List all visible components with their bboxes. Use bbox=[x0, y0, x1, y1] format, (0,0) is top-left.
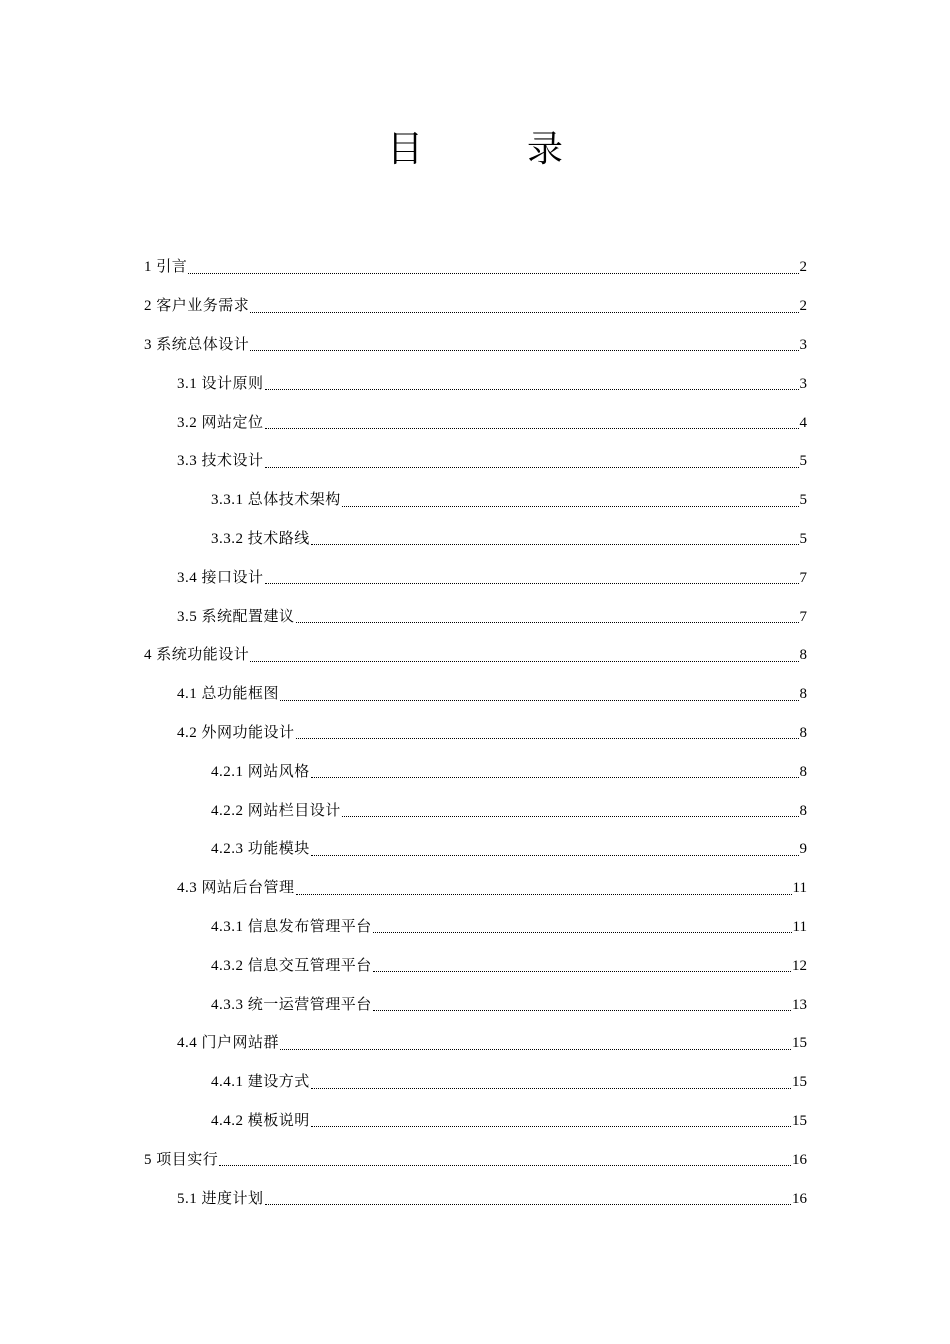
dot-leader bbox=[373, 970, 791, 972]
toc-entry-title: 3.3 技术设计 bbox=[177, 453, 264, 470]
toc-entry[interactable] bbox=[0, 248, 807, 287]
toc-entry-title: 5.1 进度计划 bbox=[177, 1190, 264, 1207]
dot-leader bbox=[188, 272, 798, 274]
toc-page-number: 16 bbox=[792, 1151, 807, 1168]
toc-entry-title: 4.3.3 统一运营管理平台 bbox=[211, 996, 372, 1013]
toc-page-number: 5 bbox=[799, 530, 807, 547]
toc-page-number: 3 bbox=[799, 375, 807, 392]
toc-entry[interactable] bbox=[0, 1102, 807, 1141]
toc-entry[interactable] bbox=[0, 403, 807, 442]
toc-entry[interactable] bbox=[0, 481, 807, 520]
toc-entry-title: 4.3.1 信息发布管理平台 bbox=[211, 918, 372, 935]
toc-page-number: 15 bbox=[792, 1074, 807, 1091]
toc-entry-title: 4.2 外网功能设计 bbox=[177, 724, 295, 741]
toc-page-number: 9 bbox=[799, 841, 807, 858]
toc-page-number: 13 bbox=[792, 996, 807, 1013]
toc-entry[interactable] bbox=[0, 869, 807, 908]
dot-leader bbox=[265, 1203, 791, 1205]
toc-page-number: 16 bbox=[792, 1190, 807, 1207]
toc-entry-title: 4.4.2 模板说明 bbox=[211, 1112, 310, 1129]
dot-leader bbox=[280, 699, 798, 701]
toc-entry-title: 3.3.2 技术路线 bbox=[211, 530, 310, 547]
toc-page-number: 7 bbox=[799, 608, 807, 625]
toc-page-number: 11 bbox=[792, 918, 807, 935]
toc-entry-title: 4 系统功能设计 bbox=[144, 647, 250, 664]
toc-entry-title: 4.4 门户网站群 bbox=[177, 1035, 280, 1052]
dot-leader bbox=[219, 1164, 791, 1166]
toc-entry-title: 3.3.1 总体技术架构 bbox=[211, 492, 341, 509]
toc-entry[interactable] bbox=[0, 1024, 807, 1063]
toc-page-number: 11 bbox=[792, 880, 807, 897]
dot-leader bbox=[296, 621, 799, 623]
toc-page-number: 8 bbox=[799, 724, 807, 741]
toc-page-number: 2 bbox=[799, 298, 807, 315]
toc-entry-title: 4.4.1 建设方式 bbox=[211, 1074, 310, 1091]
dot-leader bbox=[265, 466, 799, 468]
toc-page-number: 15 bbox=[792, 1035, 807, 1052]
dot-leader bbox=[373, 931, 792, 933]
toc-entry[interactable] bbox=[0, 636, 807, 675]
toc-entry[interactable] bbox=[0, 442, 807, 481]
toc-entry[interactable] bbox=[0, 364, 807, 403]
toc-page-number: 5 bbox=[799, 453, 807, 470]
toc-entry[interactable] bbox=[0, 1140, 807, 1179]
toc-page-number: 8 bbox=[799, 686, 807, 703]
toc-entry[interactable] bbox=[0, 752, 807, 791]
toc-page-number: 12 bbox=[792, 957, 807, 974]
dot-leader bbox=[265, 427, 799, 429]
toc-page-number: 7 bbox=[799, 569, 807, 586]
toc-page-number: 5 bbox=[799, 492, 807, 509]
toc-entry-title: 3.2 网站定位 bbox=[177, 414, 264, 431]
toc-entry-title: 4.2.1 网站风格 bbox=[211, 763, 310, 780]
dot-leader bbox=[265, 388, 799, 390]
dot-leader bbox=[250, 311, 798, 313]
dot-leader bbox=[296, 737, 799, 739]
toc-entry-title: 5 项目实行 bbox=[144, 1151, 219, 1168]
dot-leader bbox=[311, 1087, 791, 1089]
dot-leader bbox=[280, 1048, 791, 1050]
toc-page-number: 2 bbox=[799, 259, 807, 276]
toc-page-number: 4 bbox=[799, 414, 807, 431]
toc-entry-title: 4.3 网站后台管理 bbox=[177, 880, 295, 897]
toc-entry[interactable] bbox=[0, 558, 807, 597]
toc-entry-title: 3.1 设计原则 bbox=[177, 375, 264, 392]
dot-leader bbox=[311, 854, 799, 856]
toc-page-number: 15 bbox=[792, 1112, 807, 1129]
dot-leader bbox=[250, 660, 798, 662]
toc-entry-title: 3.4 接口设计 bbox=[177, 569, 264, 586]
toc-entry-title: 4.2.2 网站栏目设计 bbox=[211, 802, 341, 819]
toc-entry[interactable] bbox=[0, 908, 807, 947]
toc-entry[interactable] bbox=[0, 675, 807, 714]
toc-entry[interactable] bbox=[0, 830, 807, 869]
dot-leader bbox=[373, 1009, 791, 1011]
dot-leader bbox=[250, 349, 798, 351]
toc-entry-title: 4.1 总功能框图 bbox=[177, 686, 280, 703]
dot-leader bbox=[342, 815, 799, 817]
toc-entry[interactable] bbox=[0, 326, 807, 365]
toc-entry[interactable] bbox=[0, 1063, 807, 1102]
toc-entry[interactable] bbox=[0, 1179, 807, 1218]
toc-entry[interactable] bbox=[0, 287, 807, 326]
toc-page-number: 8 bbox=[799, 763, 807, 780]
toc-entry[interactable] bbox=[0, 791, 807, 830]
toc-entry[interactable] bbox=[0, 985, 807, 1024]
toc-entry-title: 3.5 系统配置建议 bbox=[177, 608, 295, 625]
dot-leader bbox=[311, 543, 799, 545]
toc-title: 目 录 bbox=[386, 129, 597, 170]
toc-entry-title: 3 系统总体设计 bbox=[144, 336, 250, 353]
toc-page-number: 3 bbox=[799, 336, 807, 353]
dot-leader bbox=[311, 776, 799, 778]
toc-entry[interactable] bbox=[0, 946, 807, 985]
toc-page-number: 8 bbox=[799, 802, 807, 819]
dot-leader bbox=[311, 1125, 791, 1127]
table-of-contents bbox=[0, 248, 950, 1218]
toc-page-number: 8 bbox=[799, 647, 807, 664]
toc-entry-title: 2 客户业务需求 bbox=[144, 298, 250, 315]
toc-entry-title: 4.3.2 信息交互管理平台 bbox=[211, 957, 372, 974]
toc-entry[interactable] bbox=[0, 597, 807, 636]
toc-entry[interactable] bbox=[0, 520, 807, 559]
toc-entry-title: 1 引言 bbox=[144, 259, 188, 276]
dot-leader bbox=[342, 505, 799, 507]
dot-leader bbox=[265, 582, 799, 584]
toc-entry-title: 4.2.3 功能模块 bbox=[211, 841, 310, 858]
toc-entry[interactable] bbox=[0, 714, 807, 753]
dot-leader bbox=[296, 893, 792, 895]
